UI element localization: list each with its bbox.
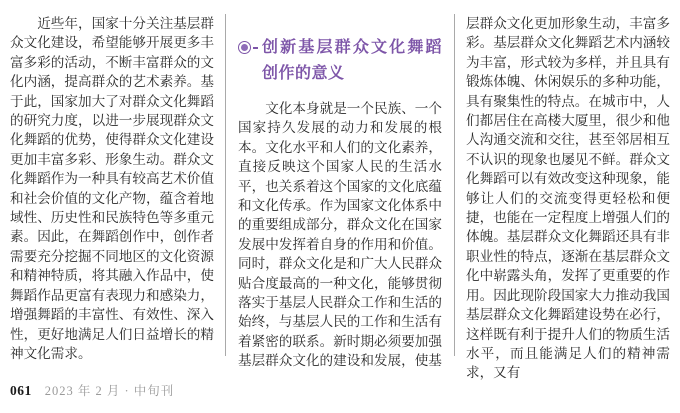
column-3: [455, 14, 670, 381]
page-number: 061: [10, 383, 32, 398]
issue-info: 2023 年 2 月 · 中旬刊: [44, 384, 175, 398]
column-1: [10, 14, 225, 361]
column-1-paragraph: 近些年，国家十分关注基层群众文化建设，希望能够开展更多丰富多彩的活动，不断丰富群众的文化内涵，提高群众的艺术素养。基于此，国家加大了对群众文化舞蹈的研究力度，以进一步展现群众文化舞蹈的优势，使得群众文化建设更加丰富多彩、形象生动。群众文化舞蹈作为一种具有较高艺术价值和社会价值的文化产物，蕴含着地域性、历史性和民族特色等多重元素。因此，在舞蹈创作中，创作者需要充分挖掘不同地区的文化资源和精神特质，将其融入作品中，使舞蹈作品更富有表现力和感染力，增强舞蹈的丰富性、有效性、深入性，更好地满足人们日益增长的精神文化需求。: [10, 16, 214, 361]
column-3-paragraph: 层群众文化更加形象生动，丰富多彩。基层群众文化舞蹈艺术内涵较为丰富，形式较为多样，并且具有锻炼体魄、休闲娱乐的多种功能，具有聚集性的特点。在城市中，人们都居住在高楼大厦里，很少和他人沟通交流和交往，甚至邻居相互不认识的现象也屡见不鲜。群众文化舞蹈可以有效改变这种现象，能够让人们的交流变得更轻松和便捷，也能在一定程度上增强人们的体魄。基层群众文化舞蹈还具有非职业性的特点，逐渐在基层群众文化中崭露头角，发挥了更重要的作用。因此现阶段国家大力推动我国基层群众文化舞蹈建设势在必行，这样既有利于提升人们的物质生活水平，而且能满足人们的精神需求，又有: [466, 16, 670, 381]
article-columns: [10, 14, 670, 381]
column-2-paragraph: 文化本身就是一个民族、一个国家持久发展的动力和发展的根本。文化水平和人们的文化素养，直接反映这个国家人民的生活水平，也关系着这个国家的文化底蕴和文化传承。作为国家文化体系中的重要组成部分，群众文化在国家发展中发挥着自身的作用和价值。同时，群众文化是和广大人民群众贴合度最高的一种文化，能够贯彻落实于基层人民群众工作和生活的始终，与基层人民的工作和生活有着紧密的联系。新时期必须要加强基层群众文化的建设和发展，使基: [238, 101, 442, 369]
section-heading-text: 创新基层群众文化舞蹈创作的意义: [262, 39, 442, 82]
column-2: [225, 14, 455, 369]
page-footer: [10, 381, 174, 399]
bullseye-bullet-icon: [238, 41, 262, 54]
section-heading: [238, 35, 442, 87]
